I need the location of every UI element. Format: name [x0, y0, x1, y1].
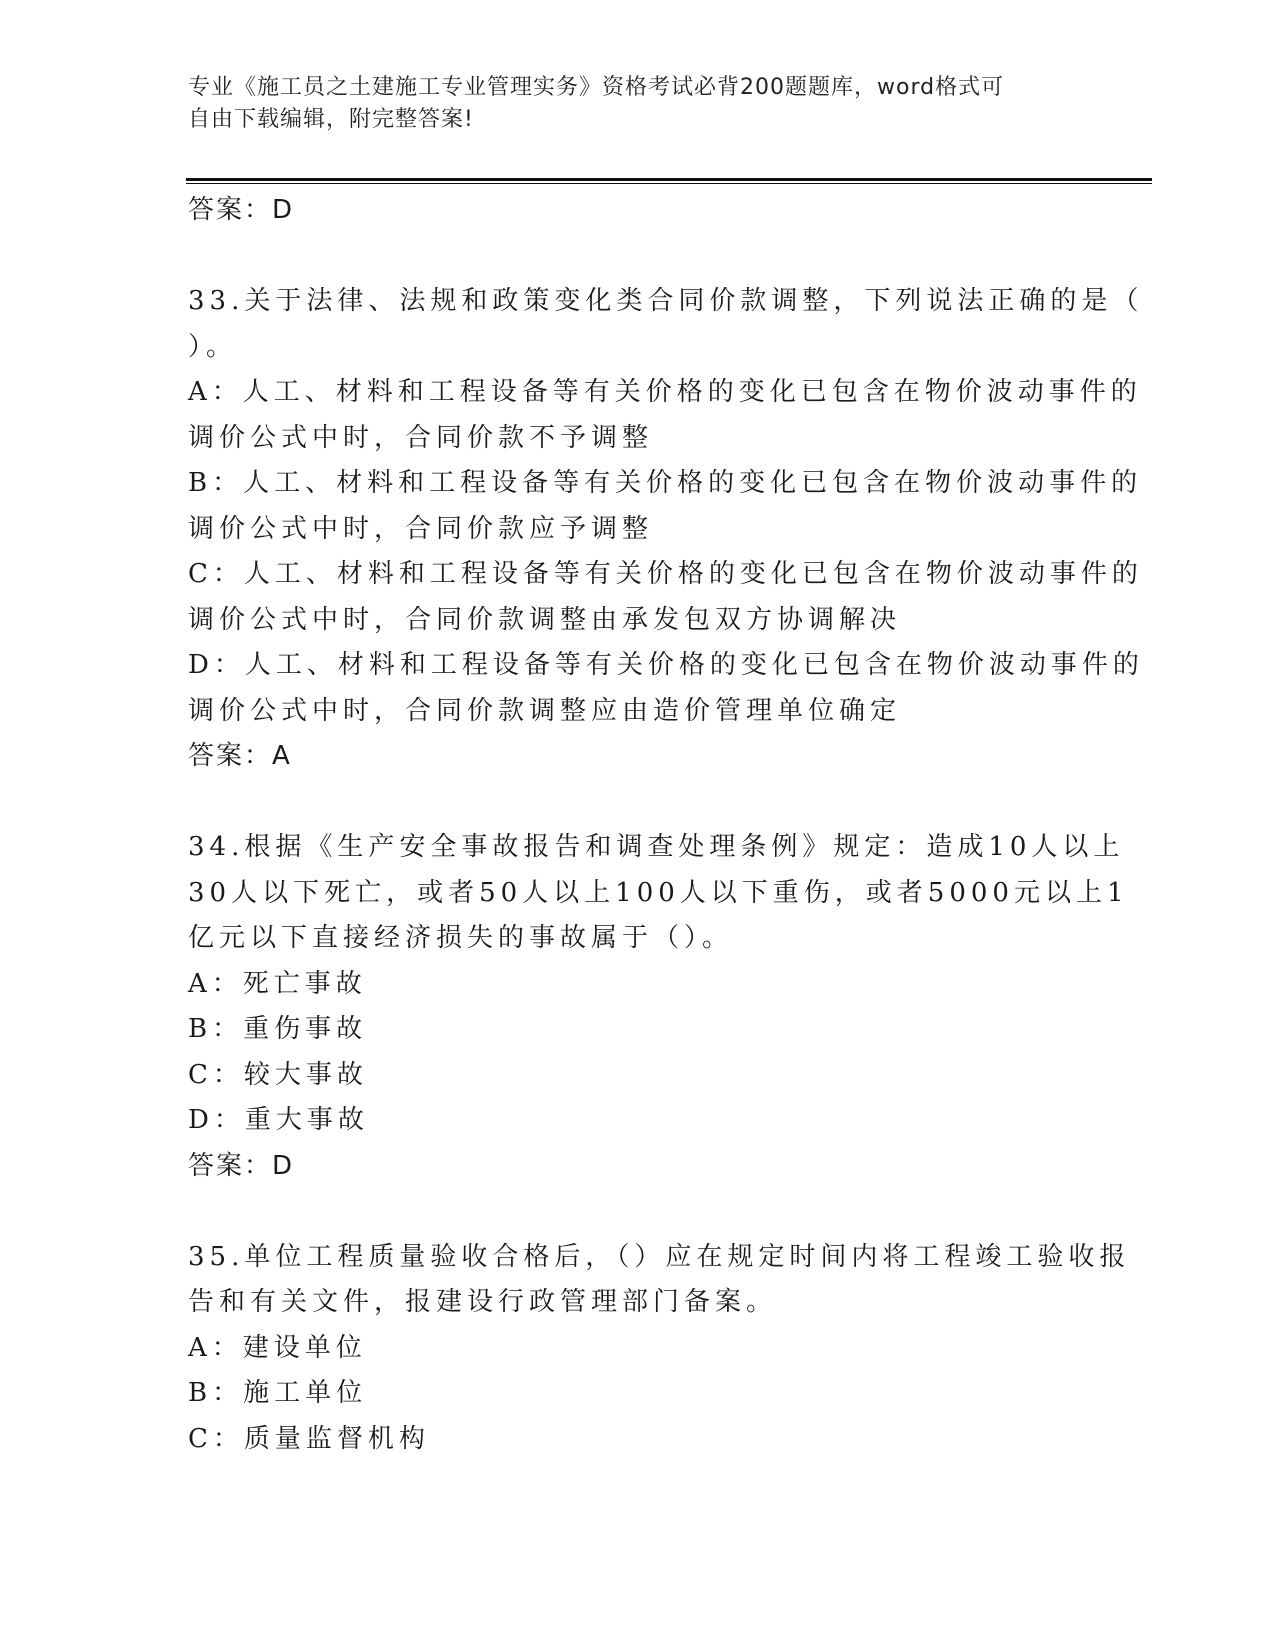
option-a: A：人工、材料和工程设备等有关价格的变化已包含在物价波动事件的	[188, 377, 1142, 407]
header-line-1: 专业《施工员之土建施工专业管理实务》资格考试必背200题题库，word格式可	[188, 75, 1005, 100]
question-stem-line: 33.关于法律、法规和政策变化类合同价款调整，下列说法正确的是（	[188, 286, 1144, 316]
option-d-cont: 调价公式中时，合同价款调整应由造价管理单位确定	[188, 695, 902, 726]
answer: 答案：D	[188, 1150, 295, 1181]
header-line-2: 自由下载编辑，附完整答案!	[188, 107, 474, 132]
option-b: B：重伤事故	[188, 1014, 368, 1044]
question-stem-line: 30人以下死亡，或者50人以上100人以下重伤，或者5000元以上1	[188, 877, 1129, 908]
option-b: B：施工单位	[188, 1378, 368, 1408]
option-d: D：人工、材料和工程设备等有关价格的变化已包含在物价波动事件的	[188, 650, 1144, 680]
option-a: A：死亡事故	[188, 968, 367, 999]
spacer	[188, 234, 1088, 280]
option-b: B：人工、材料和工程设备等有关价格的变化已包含在物价波动事件的	[188, 468, 1143, 498]
option-c-cont: 调价公式中时，合同价款调整由承发包双方协调解决	[188, 604, 902, 635]
question-35	[188, 1235, 1131, 1463]
question-33	[188, 279, 1144, 780]
header-divider-thick	[186, 178, 1152, 181]
previous-answer: 答案：D	[188, 195, 295, 225]
spacer	[188, 780, 1088, 826]
option-a-cont: 调价公式中时，合同价款不予调整	[188, 422, 654, 453]
option-c: C：人工、材料和工程设备等有关价格的变化已包含在物价波动事件的	[188, 559, 1143, 589]
header-divider-thin	[186, 183, 1152, 184]
answer: 答案：A	[188, 741, 292, 771]
document-body	[188, 188, 1144, 1462]
question-stem-line: 35.单位工程质量验收合格后，（）应在规定时间内将工程竣工验收报	[188, 1241, 1131, 1272]
option-c: C：较大事故	[188, 1059, 368, 1090]
option-c: C：质量监督机构	[188, 1423, 430, 1454]
question-stem-line: 34.根据《生产安全事故报告和调查处理条例》规定：造成10人以上	[188, 832, 1125, 862]
question-stem-line: 亿元以下直接经济损失的事故属于（）。	[188, 923, 734, 953]
document-header	[188, 72, 1068, 136]
question-stem-line: ）。	[188, 331, 238, 362]
spacer	[188, 1189, 1088, 1235]
option-a: A：建设单位	[188, 1332, 367, 1363]
option-d: D：重大事故	[188, 1105, 369, 1135]
option-b-cont: 调价公式中时，合同价款应予调整	[188, 513, 654, 544]
question-stem-line: 告和有关文件，报建设行政管理部门备案。	[188, 1287, 778, 1317]
question-34	[188, 825, 1129, 1189]
